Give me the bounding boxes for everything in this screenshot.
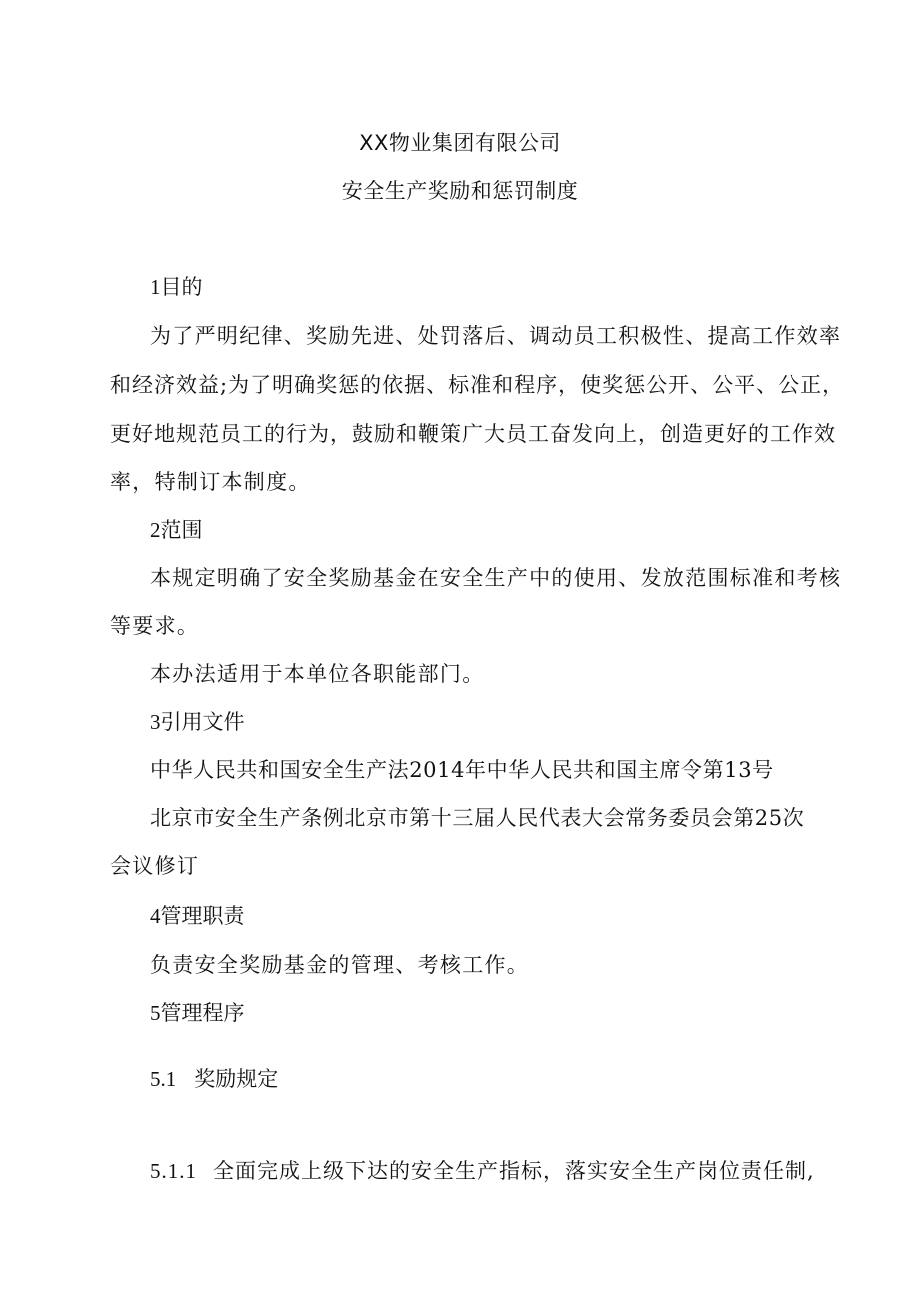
paragraph-line: 本规定明确了安全奖励基金在安全生产中的使用、发放范围标准和考核 [150, 566, 842, 590]
section-title: 范围 [160, 518, 203, 542]
section-heading-purpose [150, 272, 203, 302]
reference-item: 中华人民共和国安全生产法2014年中华人民共和国主席令第13号 [150, 758, 774, 782]
subsection-title: 奖励规定 [194, 1067, 279, 1091]
paragraph-line: 负责安全奖励基金的管理、考核工作。 [150, 953, 530, 977]
paragraph-line: 会议修订 [110, 854, 200, 878]
company-name: XX物业集团有限公司 [359, 131, 561, 155]
clause-text: 全面完成上级下达的安全生产指标，落实安全生产岗位责任制, [213, 1159, 815, 1183]
section-number: 4 [150, 904, 161, 928]
clause-line [150, 1156, 815, 1186]
section-number: 5 [150, 1001, 161, 1025]
paragraph-line: 为了严明纪律、奖励先进、处罚落后、调动员工积极性、提高工作效率 [150, 324, 842, 348]
document-title: 安全生产奖励和惩罚制度 [341, 179, 579, 203]
section-heading-responsibilities [150, 901, 245, 931]
section-number: 3 [150, 710, 161, 734]
paragraph-line: 更好地规范员工的行为，鼓励和鞭策广大员工奋发向上，创造更好的工作效 [110, 422, 836, 446]
section-title: 管理职责 [160, 904, 245, 928]
clause-number: 5.1.1 [150, 1159, 197, 1183]
paragraph-line: 率，特制订本制度。 [110, 470, 311, 494]
section-title: 管理程序 [160, 1001, 245, 1025]
section-heading-procedure [150, 998, 245, 1028]
section-number: 2 [150, 518, 161, 542]
reference-item: 北京市安全生产条例北京市第十三届人民代表大会常务委员会第25次 [150, 806, 805, 830]
paragraph-line: 等要求。 [110, 614, 200, 638]
section-title: 目的 [160, 275, 203, 299]
section-heading-references [150, 707, 245, 737]
subsection-heading-rewards [150, 1064, 278, 1094]
section-heading-scope [150, 515, 203, 545]
paragraph-line: 和经济效益;为了明确奖惩的依据、标准和程序，使奖惩公开、公平、公正， [110, 373, 845, 397]
section-title: 引用文件 [160, 710, 245, 734]
section-number: 1 [150, 275, 161, 299]
paragraph-line: 本办法适用于本单位各职能部门。 [150, 662, 485, 686]
subsection-number: 5.1 [150, 1067, 177, 1091]
